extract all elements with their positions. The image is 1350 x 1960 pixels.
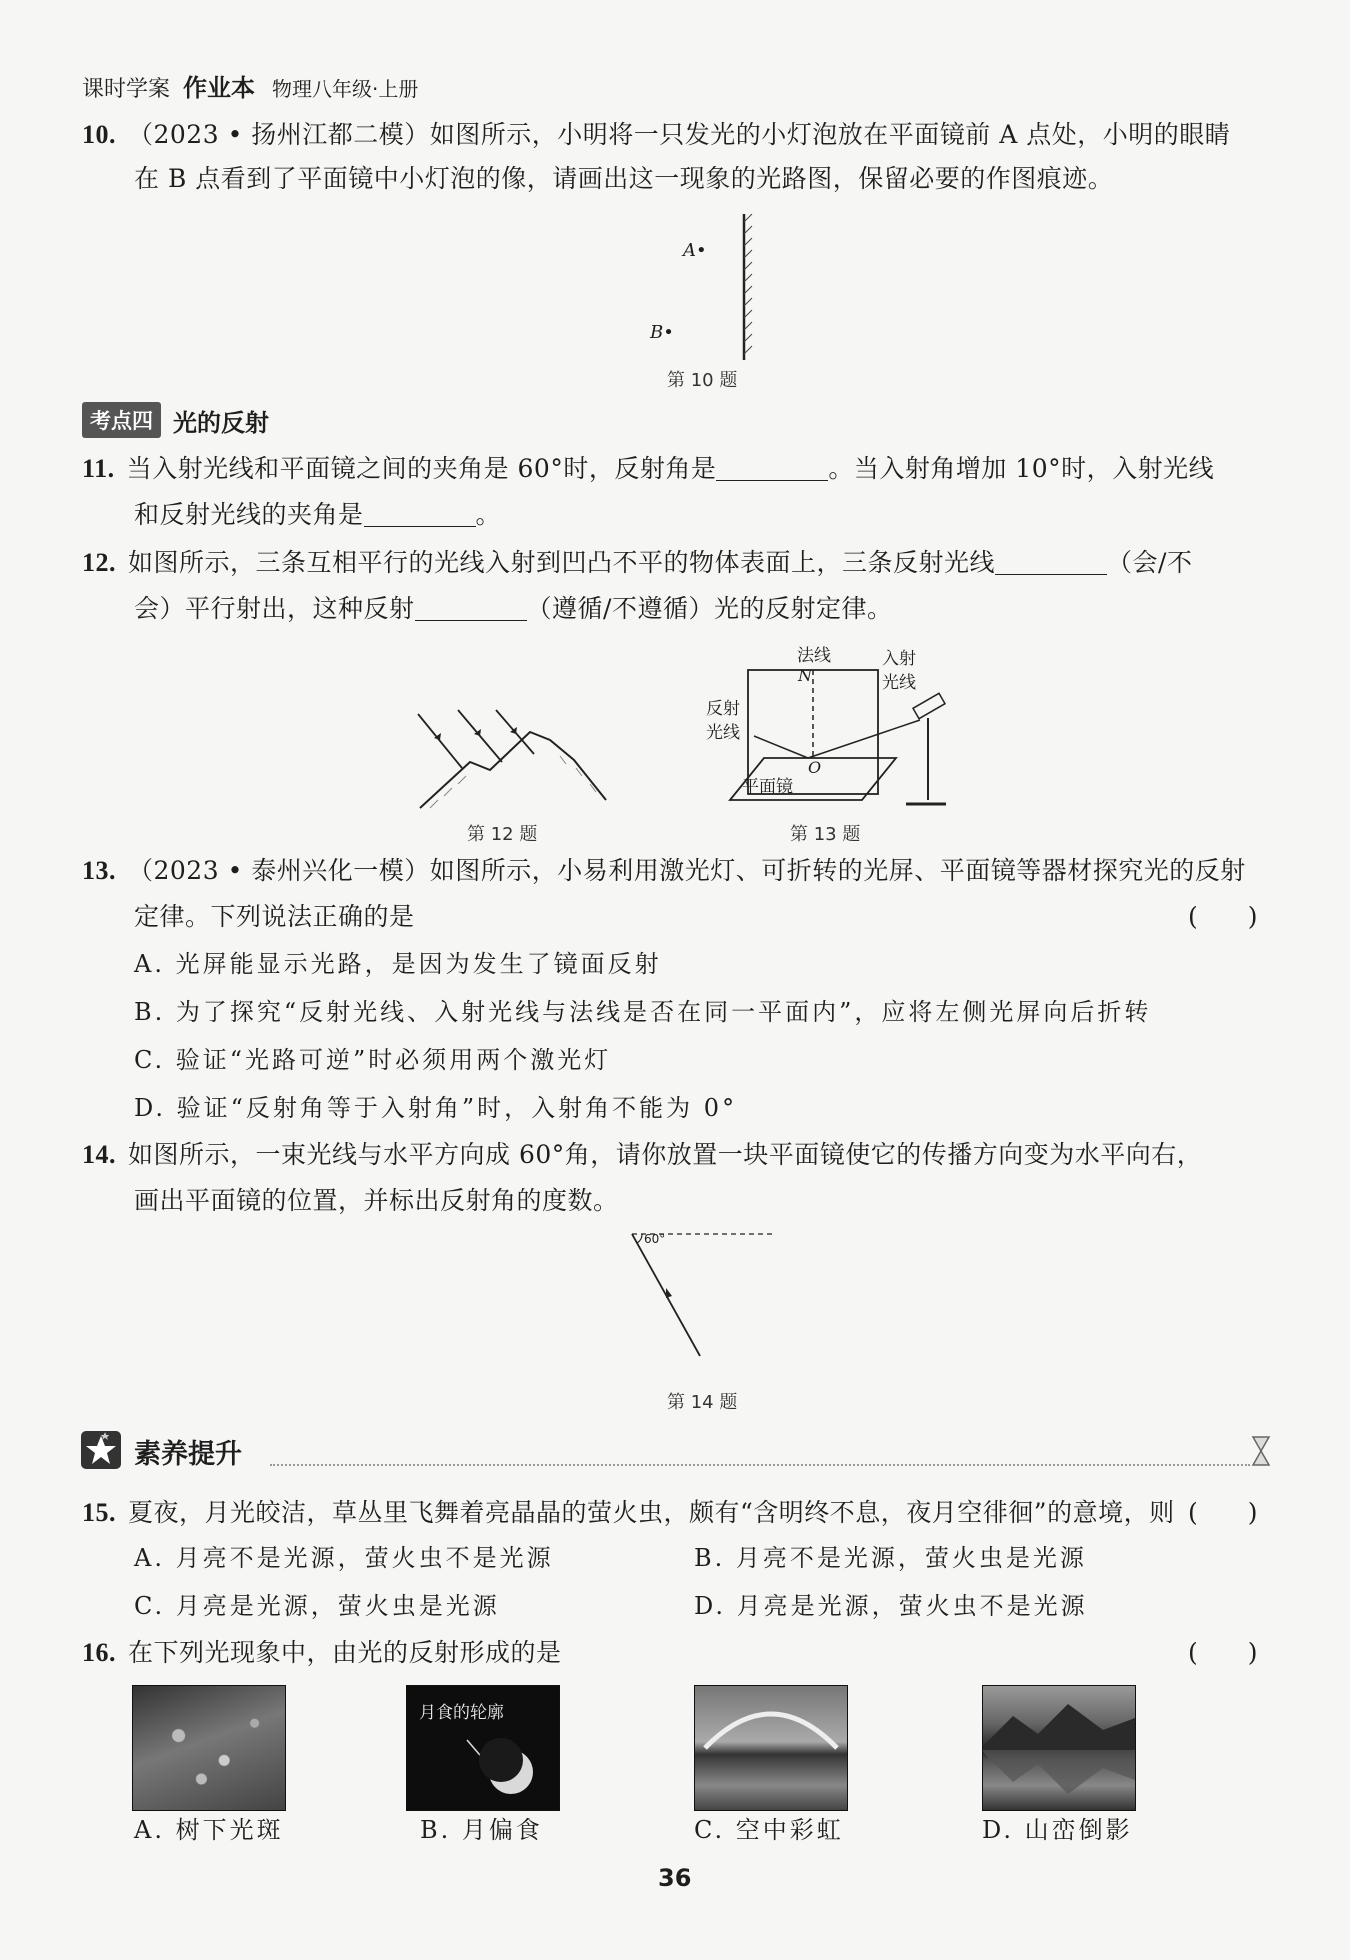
fig13-reflected-ray: [754, 736, 808, 758]
fig13-label-o: O: [808, 758, 822, 777]
photo-mountain-reflection[interactable]: [982, 1685, 1136, 1811]
q10-line2: 在 B 点看到了平面镜中小灯泡的像，请画出这一现象的光路图，保留必要的作图痕迹。: [134, 164, 1114, 193]
q16-option-a[interactable]: A. 树下光斑: [134, 1816, 284, 1844]
section-up-title: 素养提升: [134, 1439, 242, 1470]
q16-option-d[interactable]: D. 山峦倒影: [982, 1816, 1133, 1844]
fig13-laser: [913, 693, 945, 718]
q16-answer-paren[interactable]: ( ): [1188, 1638, 1258, 1667]
q11-line2: [134, 498, 501, 532]
q15-answer-paren[interactable]: ( ): [1188, 1498, 1258, 1527]
hourglass-icon: [1248, 1434, 1274, 1468]
q12-blank-2[interactable]: [415, 596, 527, 621]
fig13-label-reflected-2: 光线: [706, 723, 740, 743]
q11-text-2: 。当入射角增加 10°时，入射光线: [828, 454, 1215, 483]
q10-line1: [82, 118, 1230, 152]
q14-number: 14.: [82, 1140, 116, 1169]
q12-text-2: （会/不: [1107, 548, 1193, 577]
fig14-arrowhead: [666, 1288, 672, 1298]
header-book: 作业本: [183, 74, 256, 102]
rainbow-graphic: [695, 1686, 847, 1810]
fig13-label-incident-2: 光线: [882, 673, 916, 693]
q14-line2: 画出平面镜的位置，并标出反射角的度数。: [134, 1186, 619, 1215]
q13-option-b[interactable]: B. 为了探究“反射光线、入射光线与法线是否在同一平面内”，应将左侧光屏向后折转: [134, 998, 1152, 1026]
q11-blank-2[interactable]: [364, 502, 476, 527]
q15-line1: [82, 1496, 1175, 1530]
fig14-angle-label: 60°: [644, 1232, 666, 1246]
fig10-mirror-diagram: [640, 210, 760, 370]
q12-number: 12.: [82, 548, 116, 577]
fig12-arrowheads: [434, 727, 517, 740]
q10-number: 10.: [82, 120, 116, 149]
eclipse-graphic: [407, 1686, 559, 1810]
fig13-label-incident-1: 入射: [882, 649, 916, 669]
q11-blank-1[interactable]: [716, 456, 828, 481]
q16-line1: [82, 1636, 562, 1670]
q11-text-3: 和反射光线的夹角是: [134, 500, 364, 529]
fig10-caption: 第 10 题: [667, 370, 738, 391]
q13-number: 13.: [82, 856, 116, 885]
header-subject: 物理八年级·上册: [272, 77, 419, 101]
photo-b-caption: 月食的轮廓: [419, 1703, 504, 1723]
star-icon: [80, 1430, 122, 1470]
q13-option-d[interactable]: D. 验证“反射角等于入射角”时，入射角不能为 0°: [134, 1094, 738, 1122]
q16-text-1: 在下列光现象中，由光的反射形成的是: [128, 1638, 562, 1667]
q14-text-1: 如图所示，一束光线与水平方向成 60°角，请你放置一块平面镜使它的传播方向变为水平向右，: [128, 1140, 1203, 1169]
q13-answer-paren[interactable]: ( ): [1188, 902, 1258, 931]
q13-option-a[interactable]: A. 光屏能显示光路，是因为发生了镜面反射: [134, 950, 662, 978]
section4-badge: 考点四: [82, 402, 161, 438]
q15-text-1: 夏夜，月光皎洁，草丛里飞舞着亮晶晶的萤火虫，颇有“含明终不息，夜月空徘徊”的意境，则: [128, 1498, 1175, 1527]
q13-line2: 定律。下列说法正确的是: [134, 902, 415, 931]
fig12-hatch: [430, 756, 596, 808]
fig12-parallel-rays: [418, 710, 534, 768]
section-up-heading: [80, 1428, 1272, 1472]
q12-text-1: 如图所示，三条互相平行的光线入射到凹凸不平的物体表面上，三条反射光线: [128, 548, 996, 577]
q13-line1: [82, 854, 1246, 888]
q12-blank-1[interactable]: [995, 550, 1107, 575]
fig13-label-mirror: 平面镜: [742, 777, 793, 797]
q15-option-b[interactable]: B. 月亮不是光源，萤火虫是光源: [694, 1544, 1087, 1572]
q12-line1: [82, 546, 1192, 580]
mountain-graphic: [983, 1686, 1135, 1810]
fig14-angle-arc: [637, 1234, 642, 1243]
page-header: [82, 68, 418, 103]
q13-text-1: （2023 • 泰州兴化一模）如图所示，小易利用激光灯、可折转的光屏、平面镜等器材探究光的反射: [128, 856, 1246, 885]
fig13-incident-ray: [808, 720, 920, 758]
fig10-point-a: A•: [683, 240, 707, 261]
photo-partial-lunar-eclipse[interactable]: [406, 1685, 560, 1811]
q15-option-d[interactable]: D. 月亮是光源，萤火虫不是光源: [694, 1592, 1088, 1620]
fig13-label-normal: 法线: [797, 646, 831, 666]
q15-number: 15.: [82, 1498, 116, 1527]
fig10-point-b: B•: [650, 322, 674, 343]
q16-number: 16.: [82, 1638, 116, 1667]
q16-option-c[interactable]: C. 空中彩虹: [694, 1816, 844, 1844]
q16-option-b[interactable]: B. 月偏食: [420, 1816, 543, 1844]
fig12-caption: 第 12 题: [467, 824, 538, 845]
header-series: 课时学案: [82, 77, 171, 102]
fig12-rough-surface-diagram: [410, 700, 610, 820]
section4-title: 光的反射: [173, 408, 269, 437]
page-number: 36: [658, 1864, 692, 1892]
photo-tree-light-spots[interactable]: [132, 1685, 286, 1811]
q11-number: 11.: [82, 454, 115, 483]
fig14-ray-diagram: [620, 1226, 780, 1366]
q15-option-a[interactable]: A. 月亮不是光源，萤火虫不是光源: [134, 1544, 554, 1572]
q11-line1: [82, 452, 1214, 486]
q12-line2: [134, 592, 892, 626]
section4-heading: [82, 402, 269, 438]
q12-text-3: 会）平行射出，这种反射: [134, 594, 415, 623]
q10-text-1: （2023 • 扬州江都二模）如图所示，小明将一只发光的小灯泡放在平面镜前 A 点处，小明的眼睛: [128, 120, 1231, 149]
fig13-label-n: N: [798, 666, 812, 685]
q14-line1: [82, 1138, 1202, 1172]
q15-option-c[interactable]: C. 月亮是光源，萤火虫是光源: [134, 1592, 500, 1620]
section-up-rule: [270, 1464, 1250, 1466]
q13-option-c[interactable]: C. 验证“光路可逆”时必须用两个激光灯: [134, 1046, 612, 1074]
q11-text-4: 。: [475, 500, 502, 529]
q12-text-4: （遵循/不遵循）光的反射定律。: [526, 594, 893, 623]
fig13-caption: 第 13 题: [790, 824, 861, 845]
fig13-label-reflected-1: 反射: [706, 699, 740, 719]
fig14-caption: 第 14 题: [667, 1392, 738, 1413]
q11-text-1: 当入射光线和平面镜之间的夹角是 60°时，反射角是: [126, 454, 717, 483]
photo-rainbow[interactable]: [694, 1685, 848, 1811]
